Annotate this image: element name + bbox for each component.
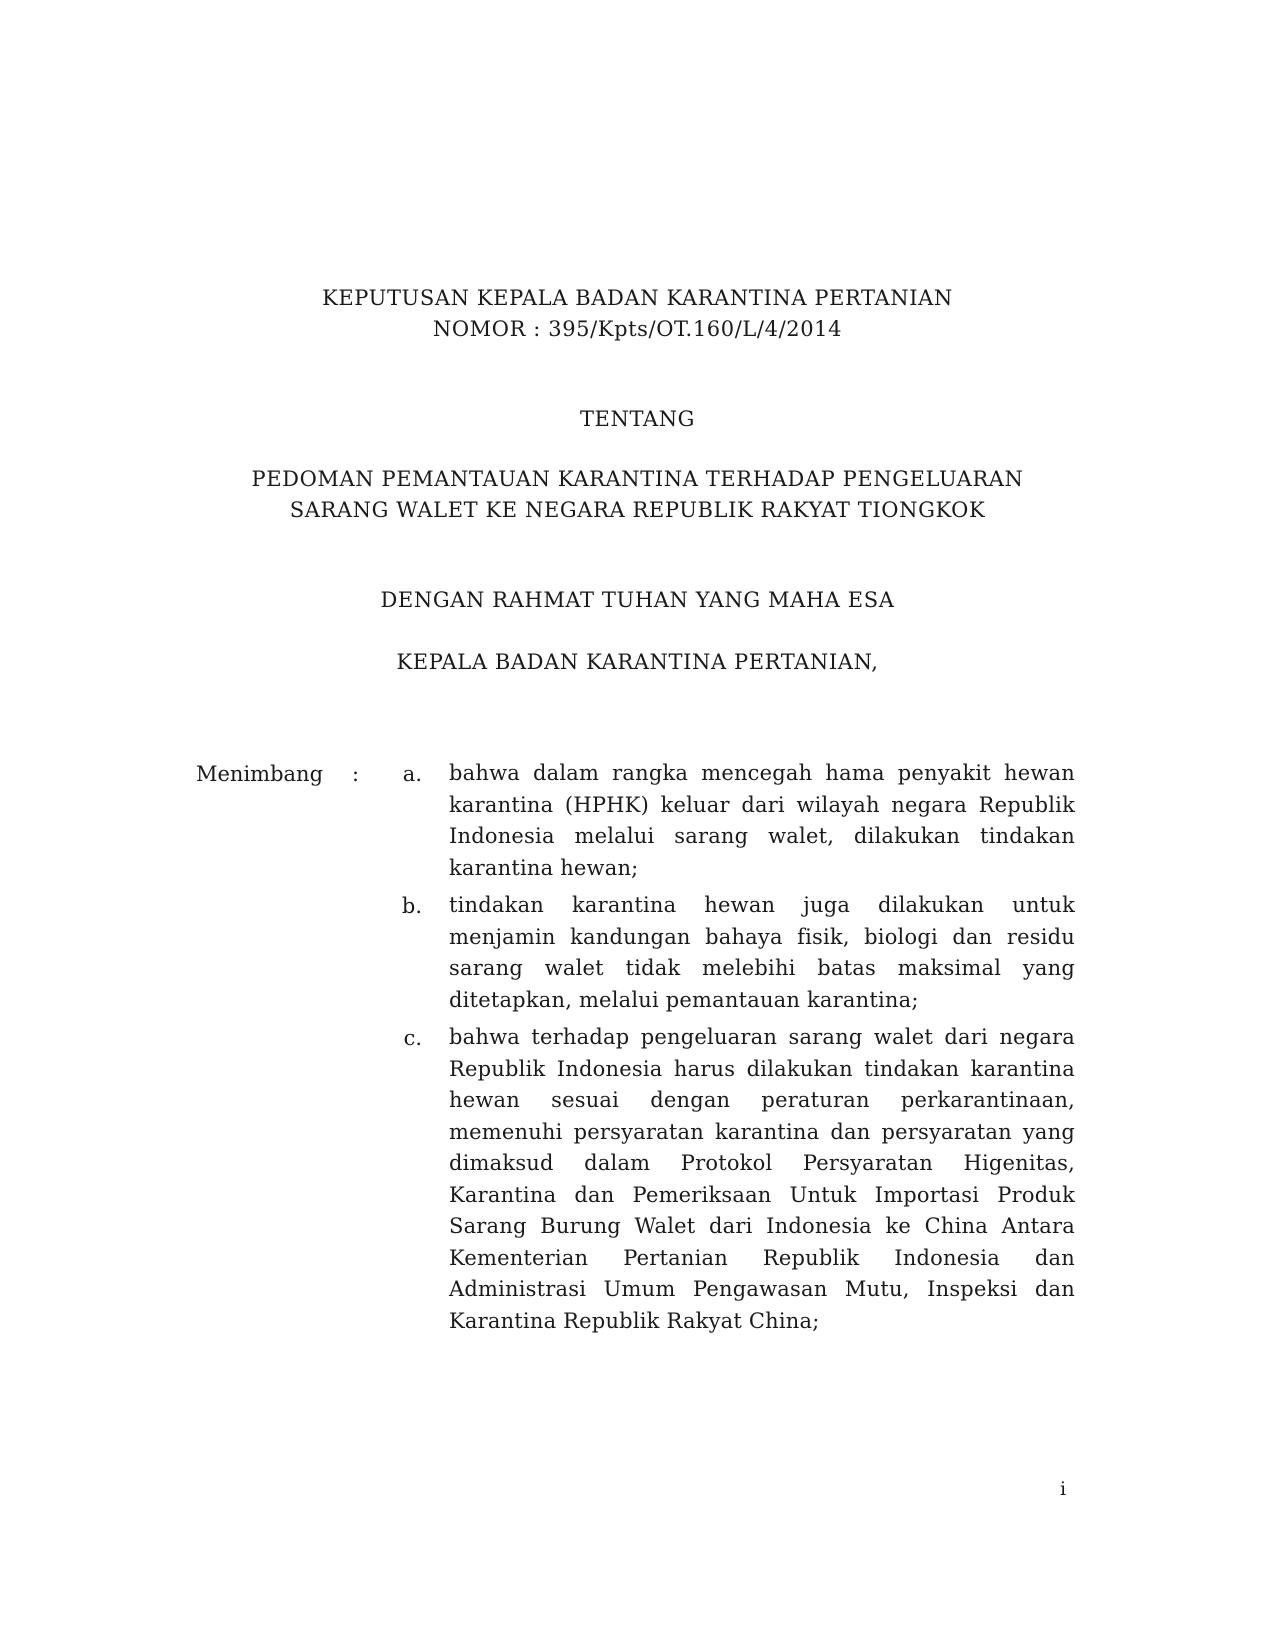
page-number: i xyxy=(1060,1478,1067,1500)
invocation-line: DENGAN RAHMAT TUHAN YANG MAHA ESA xyxy=(380,588,895,612)
consideration-marker-b: b. xyxy=(401,894,422,918)
issuer-line: KEPALA BADAN KARANTINA PERTANIAN, xyxy=(396,650,879,674)
tentang-heading: TENTANG xyxy=(579,407,696,431)
consideration-marker-c: c. xyxy=(403,1026,422,1050)
subject-line2: SARANG WALET KE NEGARA REPUBLIK RAKYAT TIONGKOK xyxy=(289,498,986,522)
menimbang-label: Menimbang xyxy=(196,762,324,786)
decree-title-line1: KEPUTUSAN KEPALA BADAN KARANTINA PERTANIAN xyxy=(322,286,953,310)
consideration-text-a: bahwa dalam rangka mencegah hama penyakit hewan karantina (HPHK) keluar dari wilayah negara Republik Indonesia melalui sarang walet, dilakukan tindakan karantina hewan; xyxy=(449,761,1075,880)
consideration-text-c: bahwa terhadap pengeluaran sarang walet dari negara Republik Indonesia harus dilakukan tindakan karantina hewan sesuai dengan peraturan perkarantinaan, memenuhi persyaratan karantina dan persyaratan yang dimaksud dalam Protokol Persyaratan Higenitas, Karantina dan Pemeriksaan Untuk Importasi Produk Sarang Burung Walet dari Indonesia ke China Antara Kementerian Pertanian Republik Indonesia dan Administrasi Umum Pengawasan Mutu, Inspeksi dan Karantina Republik Rakyat China; xyxy=(449,1025,1075,1333)
consideration-marker-a: a. xyxy=(402,762,422,786)
decree-number: NOMOR : 395/Kpts/OT.160/L/4/2014 xyxy=(432,317,843,341)
menimbang-colon: : xyxy=(352,762,360,786)
subject-line1: PEDOMAN PEMANTAUAN KARANTINA TERHADAP PENGELUARAN xyxy=(251,467,1024,491)
consideration-text-b: tindakan karantina hewan juga dilakukan untuk menjamin kandungan bahaya fisik, biologi dan residu sarang walet tidak melebihi batas maksimal yang ditetapkan, melalui pemantauan karantina; xyxy=(449,893,1075,1012)
